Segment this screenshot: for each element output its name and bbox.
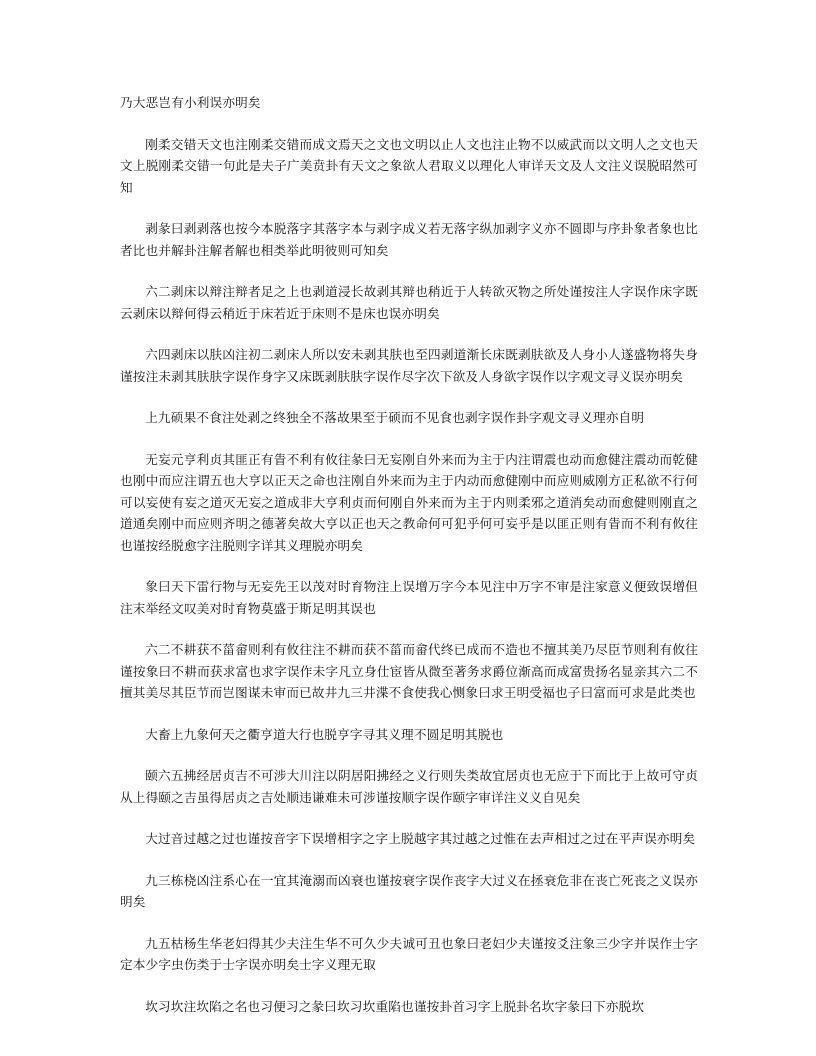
paragraph-2: 刚柔交错天文也注刚柔交错而成文焉天之文也文明以止人文也注止物不以威武而以文明人之文也天文上脱刚柔交错一句此是夫子广美贲卦有天文之象欲人君取义以理化人审详天文及人文注义误脱昭然可知 (120, 136, 698, 195)
paragraph-8: 象曰天下雷行物与无妄先王以茂对时育物注上误增万字今本见注中万字不审是注家意义便致误增但注末举经文叹美对时育物莫盛于斯足明其误也 (120, 579, 698, 616)
paragraph-13: 九三栋桡凶注系心在一宜其淹溺而凶衰也谨按衰字误作丧字大过义在拯衰危非在丧亡死丧之义误亦明矣 (120, 872, 698, 909)
paragraph-5: 六四剥床以肤凶注初二剥床人所以安未剥其肤也至四剥道渐长床既剥肤欲及人身小人遂盛物将失身谨按注未剥其肤肤字误作身字又床既剥肤肤字误作尽字次下欲及人身欲字误作以字观文寻义误亦明矣 (120, 347, 698, 384)
paragraph-7: 无妄元亨利贞其匪正有眚不利有攸往彖曰无妄刚自外来而为主于内注谓震也动而愈健注震动而乾健也刚中而应注谓五也大亨以正天之命也注刚自外来而为主于内动而愈健刚中而应则威刚方正私欲不行何可以妄使有妄之道灭无妄之道成非大亨利贞而何刚自外来而为主于内则柔邪之道消矣动而愈健则刚直之道通矣刚中而应则齐明之德著矣故大亨以正也天之教命何可犯乎何可妄乎是以匪正则有眚而不利有攸往也谨按经脱愈字注脱则字详其义理脱亦明矣 (120, 451, 698, 553)
paragraph-9: 六二不耕获不菑畲则利有攸往注不耕而获不菑而畲代终已成而不造也不擅其美乃尽臣节则利有攸往谨按象曰不耕而获求富也求字误作未字凡立身仕宦皆从微至著务求爵位渐高而成富贵扬名显亲其六二不擅其美尽其臣节而岂图谋未审而已故井九三井渫不食使我心恻象曰求王明受福也子曰富而可求是此类也 (120, 642, 698, 700)
paragraph-15: 坎习坎注坎陷之名也习便习之彖曰坎习坎重陷也谨按卦首习字上脱卦名坎字彖曰下亦脱坎 (145, 998, 645, 1014)
paragraph-11: 颐六五拂经居贞吉不可涉大川注以阴居阳拂经之义行则失类故宜居贞也无应于下而比于上故可守贞从上得颐之吉虽得居贞之吉处顺违谦难未可涉谨按顺字误作颐字审详注义义自见矣 (120, 768, 698, 805)
paragraph-6: 上九硕果不食注处剥之终独全不落故果至于硕而不见食也剥字误作卦字观文寻义理亦自明 (145, 410, 645, 425)
paragraph-1: 乃大恶岂有小利误亦明矣 (120, 95, 261, 110)
paragraph-10: 大畜上九象何天之衢亨道大行也脱亨字寻其义理不圆足明其脱也 (145, 726, 504, 742)
paragraph-3: 剥彖曰剥剥落也按今本脱落字其落字本与剥字成义若无落字纵加剥字义亦不圆即与序卦象者象也比者比也并解卦注解者解也相类举此明彼则可知矣 (120, 221, 698, 258)
paragraph-4: 六二剥床以辩注辩者足之上也剥道浸长故剥其辩也稍近于人转欲灭物之所处谨按注人字误作床字既云剥床以辩何得云稍近于床若近于床则不是床也误亦明矣 (120, 284, 698, 321)
document-page (120, 92, 698, 1037)
paragraph-12: 大过音过越之过也谨按音字下误增相字之字上脱越字其过越之过惟在去声相过之过在平声误亦明矣 (145, 831, 696, 846)
paragraph-14: 九五枯杨生华老妇得其少夫注生华不可久少夫诚可丑也象曰老妇少夫谨按爻注象三少字并误作士字定本少字虫伤类于士字误亦明矣士字义理无取 (120, 935, 698, 972)
